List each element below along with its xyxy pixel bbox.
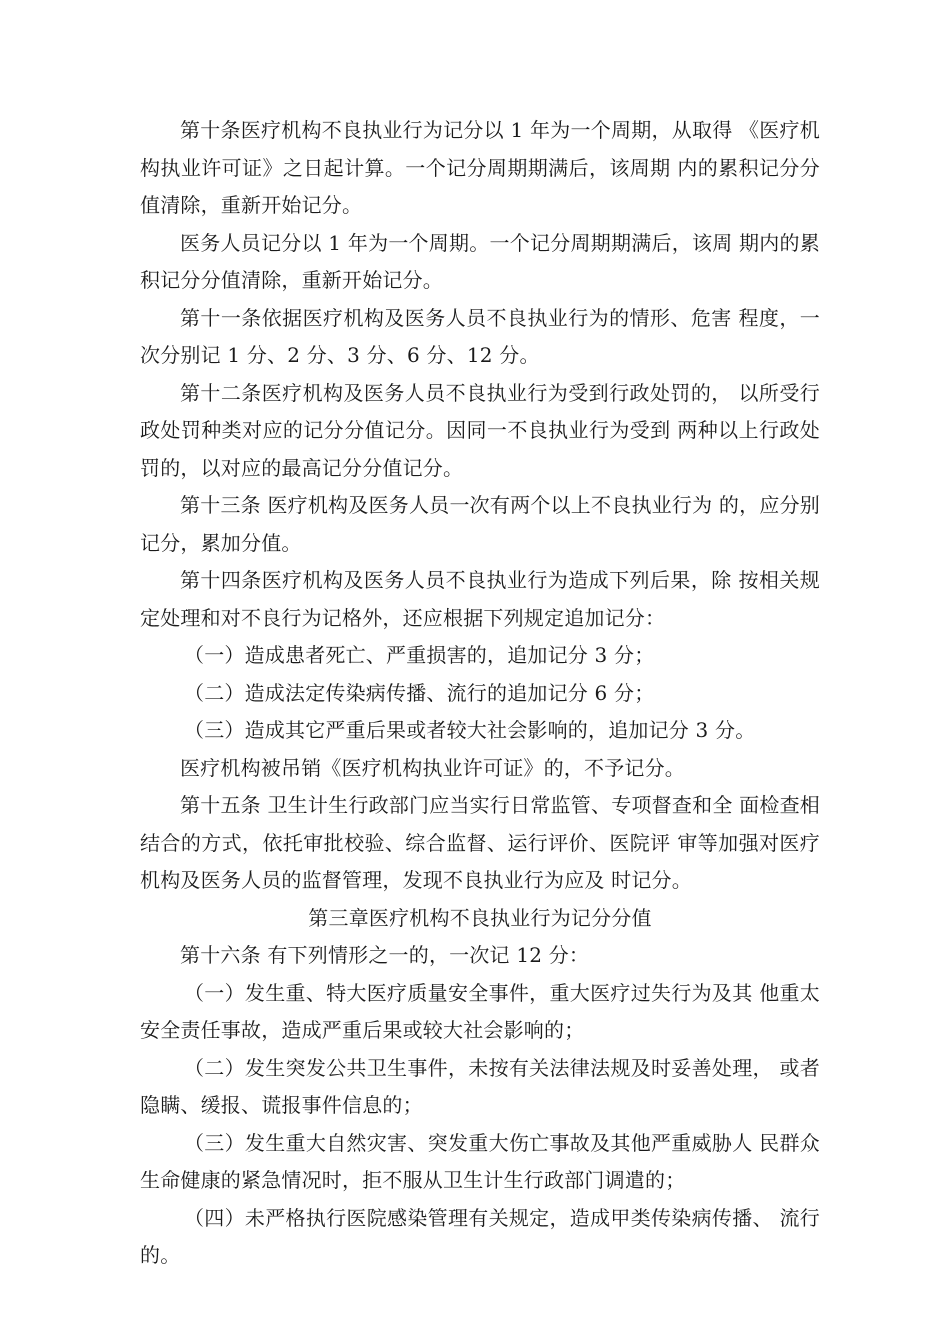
article-16-item-2: （二）发生突发公共卫生事件，未按有关法律法规及时妥善处理， 或者隐瞒、缓报、谎报事件信息的； bbox=[140, 1055, 820, 1117]
article-12-paragraph: 第十二条医疗机构及医务人员不良执业行为受到行政处罚的， 以所受行政处罚种类对应的记分分值记分。因同一不良执业行为受到 两种以上行政处罚的，以对应的最高记分分值记分。 bbox=[140, 380, 820, 480]
chapter-3-heading: 第三章医疗机构不良执业行为记分分值 bbox=[308, 905, 652, 930]
article-16-item-1: （一）发生重、特大医疗质量安全事件，重大医疗过失行为及其 他重太安全责任事故，造成严重后果或较大社会影响的； bbox=[140, 980, 820, 1042]
article-14-item-3: （三）造成其它严重后果或者较大社会影响的，追加记分 3 分。 bbox=[184, 718, 756, 742]
article-16-item-3: （三）发生重大自然灾害、突发重大伤亡事故及其他严重威胁人 民群众生命健康的紧急情况时，拒不服从卫生计生行政部门调遣的； bbox=[140, 1130, 820, 1192]
article-14-item-1: （一）造成患者死亡、严重损害的，追加记分 3 分； bbox=[184, 643, 655, 667]
article-15-paragraph: 第十五条 卫生计生行政部门应当实行日常监管、专项督查和全 面检查相结合的方式，依托审批校验、综合监督、运行评价、医院评 审等加强对医疗机构及医务人员的监督管理，发现不良执业行为应及 时记分。 bbox=[140, 793, 820, 892]
article-14-item-2: （二）造成法定传染病传播、流行的追加记分 6 分； bbox=[184, 680, 655, 705]
article-14-paragraph: 第十四条医疗机构及医务人员不良执业行为造成下列后果，除 按相关规定处理和对不良行为记格外，还应根据下列规定追加记分： bbox=[140, 568, 820, 630]
article-13-paragraph: 第十三条 医疗机构及医务人员一次有两个以上不良执业行为 的，应分别记分，累加分值。 bbox=[140, 493, 820, 555]
article-16-paragraph: 第十六条 有下列情形之一的，一次记 12 分： bbox=[180, 943, 590, 967]
medical-staff-cycle-paragraph: 医务人员记分以 1 年为一个周期。一个记分周期期满后，该周 期内的累积记分分值清除，重新开始记分。 bbox=[140, 230, 820, 292]
revoked-license-paragraph: 医疗机构被吊销《医疗机构执业许可证》的，不予记分。 bbox=[180, 755, 685, 780]
article-11-paragraph: 第十一条依据医疗机构及医务人员不良执业行为的情形、危害 程度，一次分别记 1 分、2 分、3 分、6 分、12 分。 bbox=[140, 305, 820, 367]
article-16-item-4: （四）未严格执行医院感染管理有关规定，造成甲类传染病传播、 流行的。 bbox=[140, 1205, 820, 1267]
document-body bbox=[140, 112, 820, 1275]
article-10-paragraph: 第十条医疗机构不良执业行为记分以 1 年为一个周期，从取得 《医疗机构执业许可证》之日起计算。一个记分周期期满后，该周期 内的累积记分分值清除，重新开始记分。 bbox=[140, 118, 820, 217]
